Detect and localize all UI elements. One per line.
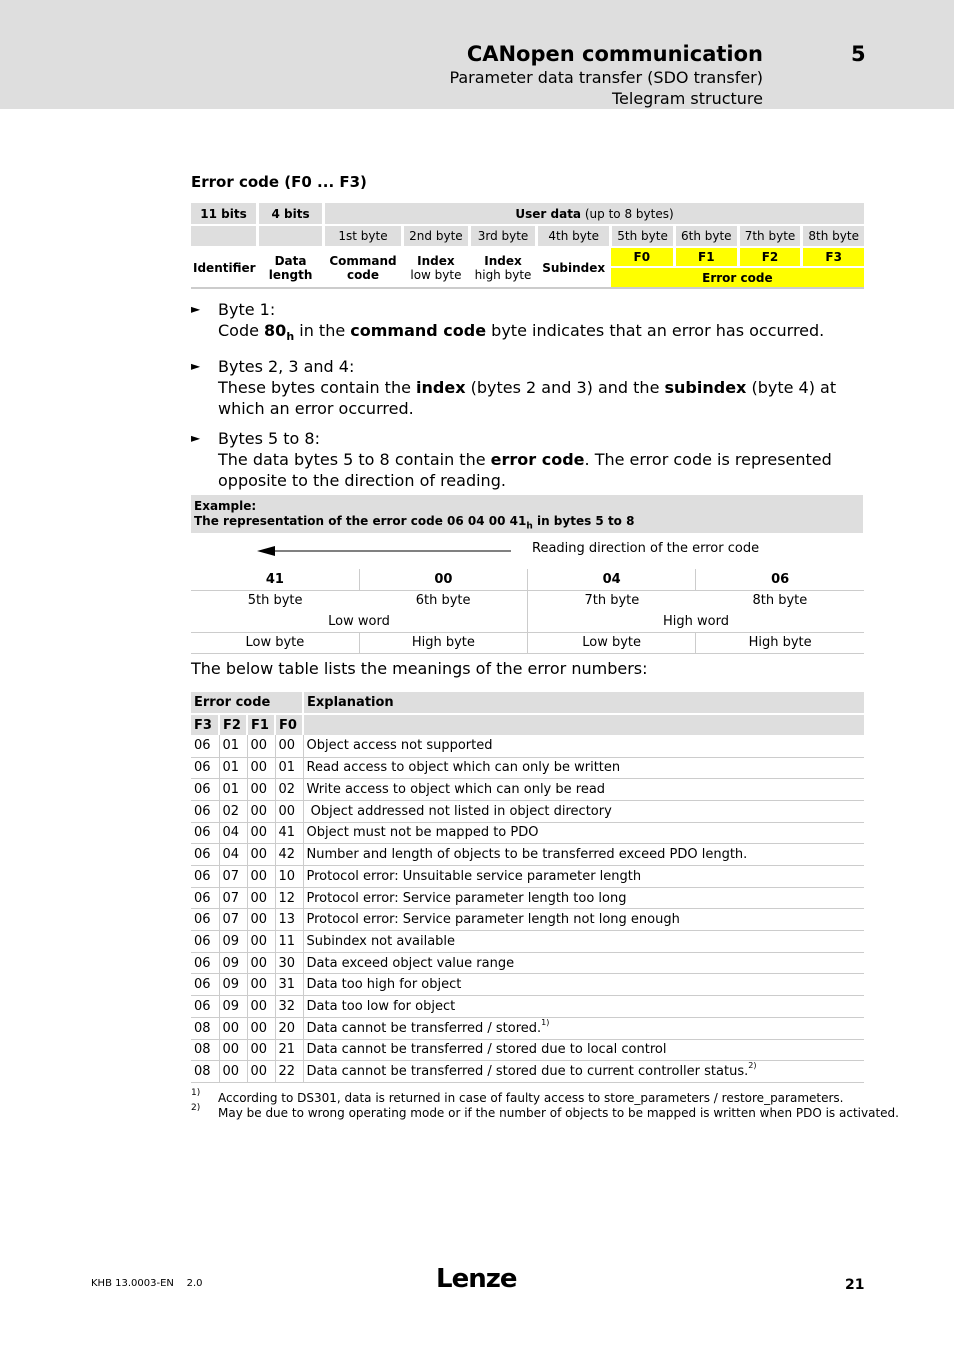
error-byte-cell: 13 xyxy=(275,909,303,931)
table-row xyxy=(191,996,864,1018)
error-byte-cell: 00 xyxy=(219,1061,247,1083)
table-row xyxy=(191,974,864,996)
byte-label: 8th byte xyxy=(802,225,864,247)
subindex-cell: Subindex xyxy=(537,247,611,288)
error-byte-cell: 00 xyxy=(275,800,303,822)
explanation-cell: Write access to object which can only be read xyxy=(303,779,864,801)
table-row xyxy=(191,822,864,844)
reading-direction-arrow-icon xyxy=(255,542,515,560)
byte-description-list xyxy=(191,299,864,500)
footnote-reference: 1) xyxy=(541,1017,550,1027)
error-byte-cell: 00 xyxy=(247,779,275,801)
blank-cell xyxy=(303,714,864,736)
error-byte-cell: 00 xyxy=(247,952,275,974)
explanation-cell: Data too high for object xyxy=(303,974,864,996)
error-byte-cell: 00 xyxy=(247,1017,275,1039)
error-byte-cell: 00 xyxy=(247,974,275,996)
byte-half-label: Low byte xyxy=(191,632,359,653)
error-byte-cell: 04 xyxy=(219,844,247,866)
explanation-cell: Number and length of objects to be transferred exceed PDO length. xyxy=(303,844,864,866)
explanation-cell: Protocol error: Service parameter length too long xyxy=(303,887,864,909)
table-row xyxy=(191,779,864,801)
error-byte-cell: 00 xyxy=(219,1017,247,1039)
error-byte-cell: 07 xyxy=(219,887,247,909)
error-byte-cell: 09 xyxy=(219,996,247,1018)
error-byte-cell: 06 xyxy=(191,974,219,996)
f3-cell: F3 xyxy=(802,247,864,267)
error-byte-cell: 21 xyxy=(275,1039,303,1061)
footnote-mark: 2) xyxy=(191,1103,201,1113)
triangle-bullet-icon: ► xyxy=(191,359,201,374)
triangle-bullet-icon: ► xyxy=(191,302,201,316)
error-byte-cell: 00 xyxy=(247,996,275,1018)
table-row xyxy=(191,952,864,974)
error-byte-cell: 06 xyxy=(191,800,219,822)
byte-order-table xyxy=(191,569,864,654)
bullet-bytes2-4: ► Bytes 2, 3 and 4: These bytes contain the index (bytes 2 and 3) and the subindex (byte 4) at which an error occurred. xyxy=(191,357,837,419)
triangle-bullet-icon: ► xyxy=(191,431,201,446)
error-code-cell: Error code xyxy=(611,267,864,288)
error-byte-cell: 00 xyxy=(247,887,275,909)
error-byte-cell: 00 xyxy=(275,735,303,757)
table-row xyxy=(191,887,864,909)
byte-value: 00 xyxy=(359,569,527,590)
section-heading: Error code (F0 ... F3) xyxy=(191,173,367,191)
explanation-cell: Read access to object which can only be written xyxy=(303,757,864,779)
error-byte-cell: 01 xyxy=(219,757,247,779)
byte-label: 5th byte xyxy=(611,225,675,247)
byte-name: 8th byte xyxy=(752,593,808,609)
byte-label: 6th byte xyxy=(674,225,738,247)
explanation-cell: Object addressed not listed in object directory xyxy=(303,800,864,822)
footnote-text: May be due to wrong operating mode or if the number of objects to be mapped is written when PDO is activated. xyxy=(218,1106,899,1120)
error-byte-cell: 00 xyxy=(247,844,275,866)
explanation-cell: Subindex not available xyxy=(303,931,864,953)
error-byte-cell: 09 xyxy=(219,952,247,974)
column-header: F2 xyxy=(219,714,247,736)
error-byte-cell: 06 xyxy=(191,735,219,757)
byte-name: 6th byte xyxy=(359,590,527,611)
error-byte-cell: 06 xyxy=(191,757,219,779)
column-header: F3 xyxy=(191,714,219,736)
footnote-reference: 2) xyxy=(748,1061,757,1071)
error-byte-cell: 02 xyxy=(219,800,247,822)
command-code-cell: Command code xyxy=(324,247,403,288)
explanation-cell: Data cannot be transferred / stored.$^{1)}$ xyxy=(303,1017,864,1039)
table-row xyxy=(191,1039,864,1061)
table-row xyxy=(191,866,864,888)
footnote-mark: 1) xyxy=(191,1088,201,1098)
table-row xyxy=(191,800,864,822)
explanation-cell: Data cannot be transferred / stored due to current controller status.$^{2)}$ xyxy=(303,1061,864,1083)
error-byte-cell: 06 xyxy=(191,866,219,888)
error-byte-cell: 00 xyxy=(247,735,275,757)
chapter-number: 5 xyxy=(851,42,866,66)
bullet-byte1: ► Byte 1: Code $80_h$ in the command code byte indicates that an error has occurred. xyxy=(191,300,825,344)
explanation-cell: Object access not supported xyxy=(303,735,864,757)
error-byte-cell: 06 xyxy=(191,822,219,844)
error-byte-cell: 00 xyxy=(247,909,275,931)
error-byte-cell: 20 xyxy=(275,1017,303,1039)
table-row xyxy=(191,735,864,757)
byte-label: 7th byte xyxy=(738,225,802,247)
table-row xyxy=(191,931,864,953)
blank-cell xyxy=(258,225,324,247)
table-row xyxy=(191,844,864,866)
error-byte-cell: 02 xyxy=(275,779,303,801)
byte-half-label: High byte xyxy=(696,632,864,653)
f0-cell: F0 xyxy=(611,247,675,267)
f1-cell: F1 xyxy=(674,247,738,267)
identifier-bits: 11 bits xyxy=(191,203,258,225)
byte-label: 4th byte xyxy=(537,225,611,247)
document-id: KHB 13.0003-EN 2.0 xyxy=(91,1278,203,1289)
section-subtitle: Parameter data transfer (SDO transfer) xyxy=(449,68,763,87)
error-byte-cell: 08 xyxy=(191,1061,219,1083)
column-header: F1 xyxy=(247,714,275,736)
telegram-frame-table xyxy=(191,203,864,289)
explanation-cell: Object must not be mapped to PDO xyxy=(303,822,864,844)
error-code-table xyxy=(191,692,864,1083)
intro-paragraph: The below table lists the meanings of the error numbers: xyxy=(191,659,648,678)
footnote-text: According to DS301, data is returned in case of faulty access to store_parameters / restore_parameters. xyxy=(218,1091,844,1105)
page-number: 21 xyxy=(845,1277,865,1293)
byte-name: 7th byte xyxy=(584,593,640,609)
user-data-header: User data (up to 8 bytes) xyxy=(324,203,864,225)
index-high-cell: Index high byte xyxy=(469,247,536,288)
low-word-label: Low word xyxy=(191,611,528,632)
byte-value: 41 xyxy=(191,569,359,590)
error-byte-cell: 06 xyxy=(191,887,219,909)
table-row xyxy=(191,1017,864,1039)
byte-half-label: Low byte xyxy=(528,632,696,653)
error-byte-cell: 41 xyxy=(275,822,303,844)
error-byte-cell: 11 xyxy=(275,931,303,953)
error-byte-cell: 00 xyxy=(247,1061,275,1083)
error-byte-cell: 07 xyxy=(219,866,247,888)
error-byte-cell: 08 xyxy=(191,1039,219,1061)
lenze-logo: Lenze xyxy=(436,1264,517,1294)
error-byte-cell: 00 xyxy=(247,1039,275,1061)
error-byte-cell: 42 xyxy=(275,844,303,866)
error-byte-cell: 09 xyxy=(219,974,247,996)
error-byte-cell: 22 xyxy=(275,1061,303,1083)
error-byte-cell: 10 xyxy=(275,866,303,888)
error-byte-cell: 06 xyxy=(191,909,219,931)
blank-cell xyxy=(191,225,258,247)
error-byte-cell: 01 xyxy=(275,757,303,779)
byte-label: 1st byte xyxy=(324,225,403,247)
table-row xyxy=(191,1061,864,1083)
index-low-cell: Index low byte xyxy=(402,247,469,288)
byte-value: 06 xyxy=(696,569,864,590)
error-code-header: Error code xyxy=(191,692,303,714)
column-header: F0 xyxy=(275,714,303,736)
subsection-subtitle: Telegram structure xyxy=(611,89,763,108)
error-byte-cell: 32 xyxy=(275,996,303,1018)
reading-direction-label: Reading direction of the error code xyxy=(532,541,760,556)
error-byte-cell: 08 xyxy=(191,1017,219,1039)
error-byte-cell: 06 xyxy=(191,779,219,801)
explanation-cell: Data cannot be transferred / stored due to local control xyxy=(303,1039,864,1061)
byte-label: 3rd byte xyxy=(469,225,536,247)
error-byte-cell: 06 xyxy=(191,931,219,953)
bullet-bytes5-8: ► Bytes 5 to 8: The data bytes 5 to 8 contain the error code. The error code is represented opposite to the direction of reading. xyxy=(191,429,832,491)
length-bits: 4 bits xyxy=(258,203,324,225)
explanation-header: Explanation xyxy=(303,692,864,714)
explanation-cell: Data too low for object xyxy=(303,996,864,1018)
f2-cell: F2 xyxy=(738,247,802,267)
explanation-cell: Protocol error: Service parameter length not long enough xyxy=(303,909,864,931)
byte-name: 5th byte xyxy=(247,593,303,609)
error-byte-cell: 00 xyxy=(247,822,275,844)
byte-half-label: High byte xyxy=(359,632,527,653)
error-byte-cell: 00 xyxy=(247,866,275,888)
error-byte-cell: 06 xyxy=(191,844,219,866)
error-byte-cell: 09 xyxy=(219,931,247,953)
chapter-title: CANopen communication xyxy=(466,42,763,66)
error-byte-cell: 00 xyxy=(247,800,275,822)
table-row xyxy=(191,757,864,779)
page-header xyxy=(0,0,954,109)
data-length-cell: Data length xyxy=(258,247,324,288)
table-row xyxy=(191,909,864,931)
error-byte-cell: 12 xyxy=(275,887,303,909)
identifier-cell: Identifier xyxy=(191,247,258,288)
error-byte-cell: 01 xyxy=(219,735,247,757)
error-byte-cell: 30 xyxy=(275,952,303,974)
explanation-cell: Data exceed object value range xyxy=(303,952,864,974)
error-byte-cell: 01 xyxy=(219,779,247,801)
explanation-cell: Protocol error: Unsuitable service parameter length xyxy=(303,866,864,888)
error-byte-cell: 06 xyxy=(191,952,219,974)
high-word-label: High word xyxy=(528,611,865,632)
error-byte-cell: 07 xyxy=(219,909,247,931)
error-byte-cell: 04 xyxy=(219,822,247,844)
error-byte-cell: 06 xyxy=(191,996,219,1018)
example-box: Example: The representation of the error code 06 04 00 $41_h$ in bytes 5 to 8 xyxy=(191,495,863,533)
error-byte-cell: 00 xyxy=(247,757,275,779)
byte-value: 04 xyxy=(528,569,696,590)
error-byte-cell: 00 xyxy=(247,931,275,953)
error-byte-cell: 00 xyxy=(219,1039,247,1061)
byte-label: 2nd byte xyxy=(402,225,469,247)
error-byte-cell: 31 xyxy=(275,974,303,996)
